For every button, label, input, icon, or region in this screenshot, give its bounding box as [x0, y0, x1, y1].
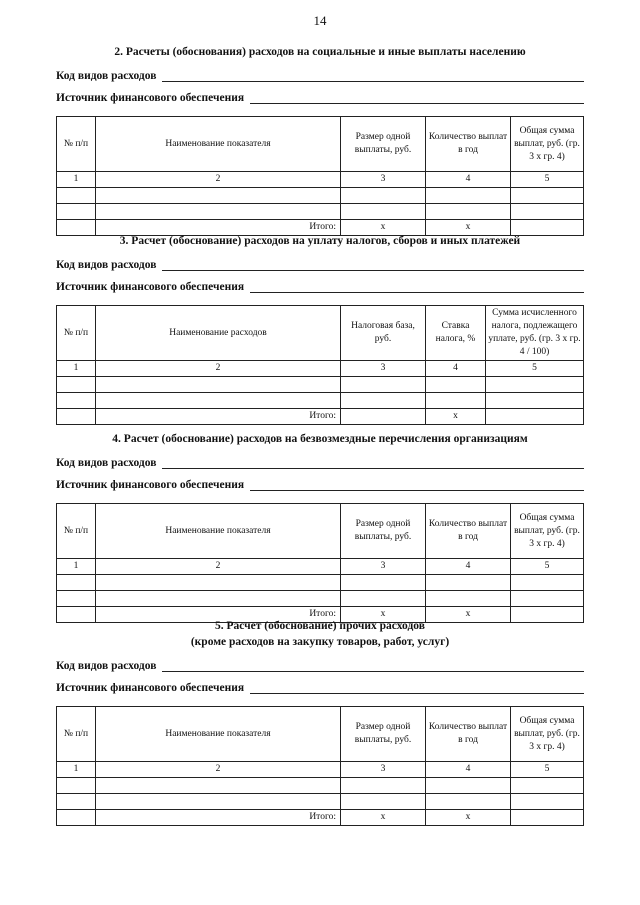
table-cell[interactable] [341, 188, 426, 204]
code-field[interactable] [56, 453, 584, 469]
col-number: 5 [511, 762, 584, 778]
table-cell[interactable] [57, 204, 96, 220]
source-label: Источник финансового обеспечения [56, 682, 245, 694]
section-gratuitous-transfers [56, 431, 584, 623]
source-line[interactable] [250, 478, 584, 491]
header-col3: Размер одной выплаты, руб. [341, 707, 426, 762]
table-cell[interactable] [57, 794, 96, 810]
col-number: 3 [341, 172, 426, 188]
code-field[interactable] [56, 255, 584, 271]
code-line[interactable] [162, 659, 584, 672]
col-number: 1 [57, 361, 96, 377]
source-label: Источник финансового обеспечения [56, 281, 245, 293]
header-col5: Общая сумма выплат, руб. (гр. 3 x гр. 4) [511, 504, 584, 559]
table-row [57, 393, 584, 409]
total-label: Итого: [96, 607, 341, 623]
total-row [57, 810, 584, 826]
table-cell[interactable] [96, 778, 341, 794]
col-number: 1 [57, 559, 96, 575]
total-cell: x [426, 220, 511, 236]
table-cell[interactable] [57, 575, 96, 591]
total-cell: x [341, 220, 426, 236]
table-cell[interactable] [426, 204, 511, 220]
col-number: 1 [57, 762, 96, 778]
table-row [57, 188, 584, 204]
total-cell: x [341, 810, 426, 826]
total-label: Итого: [96, 220, 341, 236]
table-cell[interactable] [426, 188, 511, 204]
table-cell[interactable] [426, 778, 511, 794]
table-cell[interactable] [426, 575, 511, 591]
header-num: № п/п [57, 306, 96, 361]
header-name: Наименование показателя [96, 117, 341, 172]
total-cell: x [426, 810, 511, 826]
col-number: 3 [341, 762, 426, 778]
table-cell[interactable] [57, 778, 96, 794]
code-label: Код видов расходов [56, 457, 157, 469]
table-cell[interactable] [57, 188, 96, 204]
header-name: Наименование показателя [96, 504, 341, 559]
table-cell[interactable] [511, 591, 584, 607]
col-number: 2 [96, 172, 341, 188]
header-num: № п/п [57, 504, 96, 559]
col-number: 1 [57, 172, 96, 188]
table-cell[interactable] [57, 393, 96, 409]
col-number: 4 [426, 762, 511, 778]
col-number: 2 [96, 361, 341, 377]
header-col3: Налоговая база, руб. [341, 306, 426, 361]
table-cell[interactable] [341, 204, 426, 220]
section-subtitle: (кроме расходов на закупку товаров, работ, услуг) [190, 636, 450, 648]
table-cell[interactable] [511, 778, 584, 794]
source-line[interactable] [250, 681, 584, 694]
table-cell[interactable] [511, 575, 584, 591]
table-row [57, 575, 584, 591]
col-number: 4 [426, 361, 486, 377]
total-row [57, 409, 584, 425]
header-col4: Количество выплат в год [426, 117, 511, 172]
table-cell[interactable] [57, 591, 96, 607]
code-line[interactable] [162, 258, 584, 271]
section-title: 5. Расчет (обоснование) прочих расходов [215, 620, 425, 632]
table-cell[interactable] [96, 794, 341, 810]
source-line[interactable] [250, 91, 584, 104]
total-cell[interactable] [341, 409, 426, 425]
header-col4: Количество выплат в год [426, 707, 511, 762]
code-line[interactable] [162, 69, 584, 82]
table-cell[interactable] [511, 204, 584, 220]
section-title: 4. Расчет (обоснование) расходов на безвозмездные перечисления организациям [112, 433, 528, 445]
code-field[interactable] [56, 656, 584, 672]
total-cell[interactable] [511, 810, 584, 826]
table-cell[interactable] [511, 794, 584, 810]
calc-table [56, 706, 584, 826]
table-cell[interactable] [486, 393, 584, 409]
table-cell[interactable] [426, 393, 486, 409]
column-numbers-row [57, 559, 584, 575]
column-numbers-row [57, 361, 584, 377]
calc-table [56, 305, 584, 425]
table-cell[interactable] [96, 377, 341, 393]
table-cell[interactable] [426, 794, 511, 810]
table-cell[interactable] [341, 377, 426, 393]
code-label: Код видов расходов [56, 660, 157, 672]
header-name: Наименование показателя [96, 707, 341, 762]
source-field[interactable] [56, 678, 584, 694]
table-cell[interactable] [96, 188, 341, 204]
header-num: № п/п [57, 707, 96, 762]
table-cell[interactable] [341, 794, 426, 810]
col-number: 2 [96, 559, 341, 575]
source-label: Источник финансового обеспечения [56, 479, 245, 491]
table-row [57, 204, 584, 220]
col-number: 3 [341, 361, 426, 377]
col-number: 2 [96, 762, 341, 778]
total-label: Итого: [96, 409, 341, 425]
header-row [57, 117, 584, 172]
total-label: Итого: [96, 810, 341, 826]
column-numbers-row [57, 172, 584, 188]
table-cell[interactable] [341, 778, 426, 794]
table-row [57, 591, 584, 607]
col-number: 4 [426, 172, 511, 188]
table-cell [57, 810, 96, 826]
header-col4: Количество выплат в год [426, 504, 511, 559]
table-cell[interactable] [96, 204, 341, 220]
header-col3: Размер одной выплаты, руб. [341, 117, 426, 172]
header-row [57, 504, 584, 559]
header-name: Наименование расходов [96, 306, 341, 361]
header-col3: Размер одной выплаты, руб. [341, 504, 426, 559]
col-number: 3 [341, 559, 426, 575]
header-col4: Ставка налога, % [426, 306, 486, 361]
table-cell[interactable] [341, 591, 426, 607]
source-field[interactable] [56, 277, 584, 293]
code-label: Код видов расходов [56, 70, 157, 82]
table-cell[interactable] [341, 575, 426, 591]
code-field[interactable] [56, 66, 584, 82]
table-cell[interactable] [96, 591, 341, 607]
column-numbers-row [57, 762, 584, 778]
table-row [57, 794, 584, 810]
code-line[interactable] [162, 456, 584, 469]
table-cell[interactable] [96, 393, 341, 409]
total-cell: x [426, 409, 486, 425]
total-cell[interactable] [486, 409, 584, 425]
header-col5: Общая сумма выплат, руб. (гр. 3 x гр. 4) [511, 117, 584, 172]
source-field[interactable] [56, 88, 584, 104]
section-taxes [56, 233, 584, 425]
header-num: № п/п [57, 117, 96, 172]
col-number: 5 [486, 361, 584, 377]
header-col5: Общая сумма выплат, руб. (гр. 3 x гр. 4) [511, 707, 584, 762]
table-row [57, 377, 584, 393]
table-cell[interactable] [341, 393, 426, 409]
header-row [57, 306, 584, 361]
table-cell[interactable] [486, 377, 584, 393]
col-number: 5 [511, 559, 584, 575]
total-cell: x [341, 607, 426, 623]
total-cell: x [426, 607, 511, 623]
table-cell[interactable] [426, 377, 486, 393]
section-title: 3. Расчет (обоснование) расходов на уплату налогов, сборов и иных платежей [119, 235, 521, 247]
table-cell[interactable] [426, 591, 511, 607]
table-cell [57, 409, 96, 425]
header-col5: Сумма исчисленного налога, подлежащего уплате, руб. (гр. 3 x гр. 4 / 100) [486, 306, 584, 361]
source-field[interactable] [56, 475, 584, 491]
header-row [57, 707, 584, 762]
page-number: 14 [313, 13, 327, 28]
table-cell[interactable] [511, 188, 584, 204]
section-title: 2. Расчеты (обоснования) расходов на социальные и иные выплаты населению [114, 46, 526, 58]
table-row [57, 778, 584, 794]
source-line[interactable] [250, 280, 584, 293]
calc-table [56, 503, 584, 623]
section-social-payments [56, 44, 584, 236]
source-label: Источник финансового обеспечения [56, 92, 245, 104]
code-label: Код видов расходов [56, 259, 157, 271]
col-number: 4 [426, 559, 511, 575]
col-number: 5 [511, 172, 584, 188]
calc-table [56, 116, 584, 236]
section-other-expenses [56, 618, 584, 826]
table-cell[interactable] [57, 377, 96, 393]
table-cell[interactable] [96, 575, 341, 591]
